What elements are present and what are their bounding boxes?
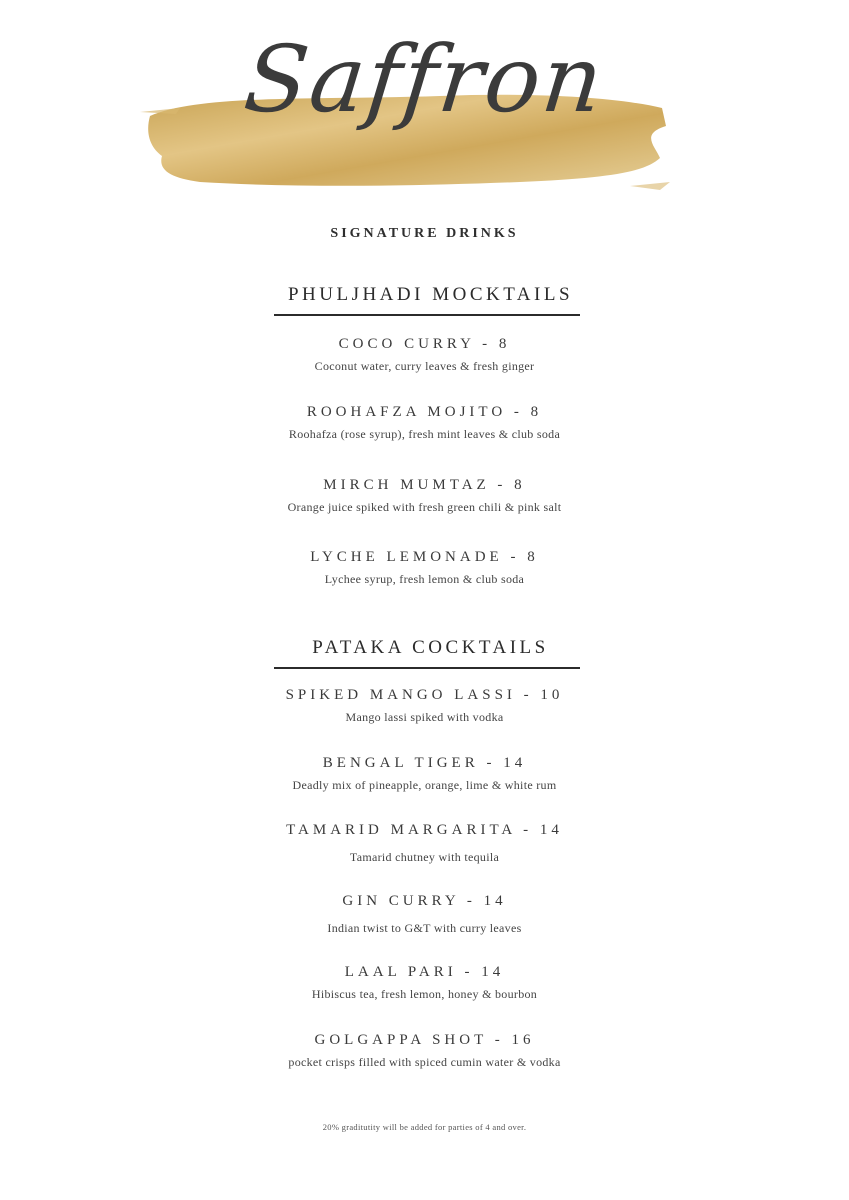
item-description: Mango lassi spiked with vodka — [345, 710, 504, 724]
menu-item — [0, 686, 849, 724]
item-description: pocket crisps filled with spiced cumin water & vodka — [288, 1055, 561, 1069]
menu-item — [0, 335, 849, 373]
item-description: Roohafza (rose syrup), fresh mint leaves & club soda — [288, 427, 561, 441]
menu-item — [0, 754, 849, 792]
item-name: LAAL PARI - 14 — [344, 964, 505, 980]
menu-item — [0, 1031, 849, 1069]
item-name: BENGAL TIGER - 14 — [322, 755, 527, 771]
menu-subtitle: SIGNATURE DRINKS — [330, 226, 519, 241]
section-cocktails — [0, 637, 849, 669]
item-description: Tamarid chutney with tequila — [349, 850, 500, 864]
section-title: PATAKA COCKTAILS — [312, 637, 549, 658]
item-name: LYCHE LEMONADE - 8 — [310, 549, 539, 565]
section-title: PHULJHADI MOCKTAILS — [287, 284, 574, 305]
menu-item — [0, 476, 849, 514]
menu-item — [0, 892, 849, 935]
item-name: GIN CURRY - 14 — [342, 893, 507, 909]
item-description: Orange juice spiked with fresh green chili & pink salt — [287, 500, 562, 514]
menu-item — [0, 963, 849, 1001]
item-description: Indian twist to G&T with curry leaves — [327, 921, 522, 935]
item-description: Lychee syrup, fresh lemon & club soda — [324, 572, 525, 586]
brand-logo-text: Saffron — [239, 26, 610, 133]
item-name: COCO CURRY - 8 — [338, 336, 511, 352]
item-name: GOLGAPPA SHOT - 16 — [314, 1032, 535, 1048]
section-divider — [274, 667, 580, 669]
menu-item — [0, 548, 849, 586]
item-name: ROOHAFZA MOJITO - 8 — [306, 404, 543, 420]
menu-item — [0, 821, 849, 864]
gratuity-note: 20% graditutity will be added for parties of 4 and over. — [322, 1122, 527, 1132]
item-description: Hibiscus tea, fresh lemon, honey & bourbon — [311, 987, 538, 1001]
section-divider — [274, 314, 580, 316]
section-mocktails — [0, 284, 849, 316]
item-description: Coconut water, curry leaves & fresh ginger — [314, 359, 535, 373]
item-name: SPIKED MANGO LASSI - 10 — [285, 687, 564, 703]
item-description: Deadly mix of pineapple, orange, lime & white rum — [292, 778, 557, 792]
menu-item — [0, 403, 849, 441]
item-name: TAMARID MARGARITA - 14 — [286, 822, 563, 838]
item-name: MIRCH MUMTAZ - 8 — [323, 477, 526, 493]
